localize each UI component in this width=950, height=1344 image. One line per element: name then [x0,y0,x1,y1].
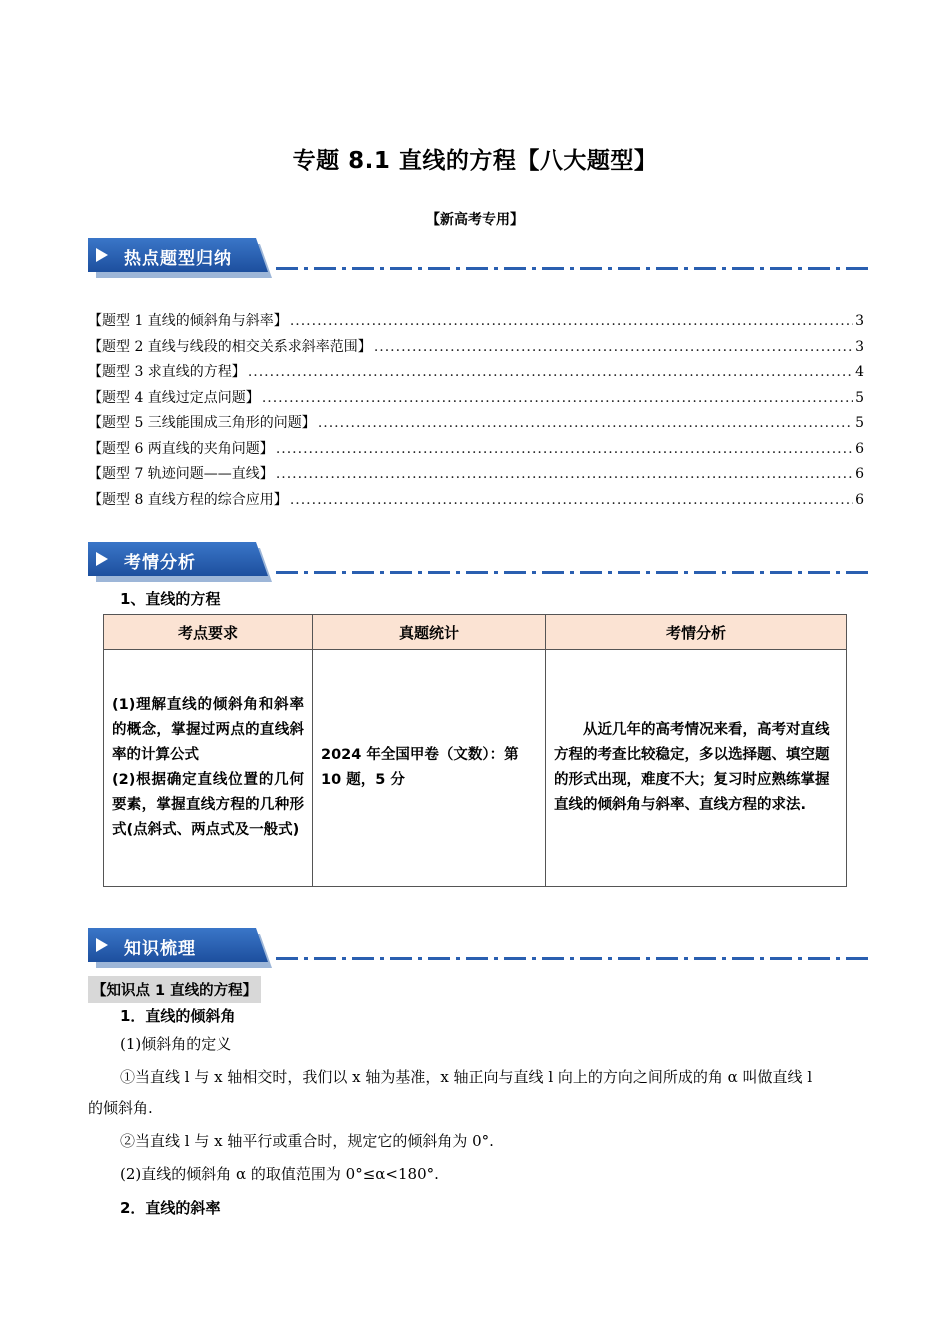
table-header: 考点要求 [104,615,313,650]
banner-hot-topics-label: 热点题型归纳 [124,249,232,269]
banner-knowledge [88,928,868,968]
analysis-cell: 从近几年的高考情况来看，高考对直线方程的考查比较稳定，多以选择题、填空题的形式出现，难度不大；复习时应熟练掌握直线的倾斜角与斜率、直线方程的求法. [546,650,847,887]
exam-analysis-table [103,614,847,887]
banner-exam-analysis-label: 考情分析 [124,553,196,573]
dash-dot-divider [276,267,868,270]
dash-dot-divider [276,957,868,960]
paragraph: (1)倾斜角的定义 [120,1035,232,1053]
requirements-cell: (1)理解直线的倾斜角和斜率的概念，掌握过两点的直线斜率的计算公式 (2)根据确定直线位置的几何要素，掌握直线方程的几种形式(点斜式、两点式及一般式) [104,650,313,887]
paragraph: ①当直线 l 与 x 轴相交时，我们以 x 轴为基准，x 轴正向与直线 l 向上的方向之间所成的角 α 叫做直线 l [120,1068,813,1086]
knowledge-heading-1: 1．直线的倾斜角 [120,1007,236,1025]
toc-item[interactable]: 【题型 5 三线能围成三角形的问题】 ..... 5 [88,412,864,438]
table-header: 真题统计 [313,615,546,650]
stats-cell: 2024 年全国甲卷（文数）：第 10 题，5 分 [313,650,546,887]
toc-item[interactable]: 【题型 3 求直线的方程】 ..... 4 [88,361,864,387]
banner-knowledge-label: 知识梳理 [124,939,196,959]
paragraph: ②当直线 l 与 x 轴平行或重合时，规定它的倾斜角为 0°. [120,1132,494,1150]
section-heading: 1、直线的方程 [120,590,221,608]
play-arrow-icon [96,938,108,952]
toc-item[interactable]: 【题型 1 直线的倾斜角与斜率】 ..... 3 [88,310,864,336]
dash-dot-divider [276,571,868,574]
banner-hot-topics [88,238,868,278]
table-header: 考情分析 [546,615,847,650]
toc-item[interactable]: 【题型 4 直线过定点问题】 ..... 5 [88,387,864,413]
paragraph: 的倾斜角. [88,1099,153,1117]
table-of-contents [88,310,864,514]
toc-item[interactable]: 【题型 7 轨迹问题——直线】 ..... 6 [88,463,864,489]
banner-exam-analysis [88,542,868,582]
toc-item[interactable]: 【题型 6 两直线的夹角问题】 ..... 6 [88,438,864,464]
page-subtitle: 【新高考专用】 [426,212,524,228]
toc-item[interactable]: 【题型 2 直线与线段的相交关系求斜率范围】 ..... 3 [88,336,864,362]
toc-item[interactable]: 【题型 8 直线方程的综合应用】 ..... 6 [88,489,864,515]
paragraph: (2)直线的倾斜角 α 的取值范围为 0°≤α<180°. [120,1165,439,1183]
page-title: 专题 8.1 直线的方程【八大题型】 [292,148,658,174]
play-arrow-icon [96,248,108,262]
knowledge-heading-2: 2．直线的斜率 [120,1199,221,1217]
knowledge-point-tag: 【知识点 1 直线的方程】 [88,976,261,1003]
play-arrow-icon [96,552,108,566]
